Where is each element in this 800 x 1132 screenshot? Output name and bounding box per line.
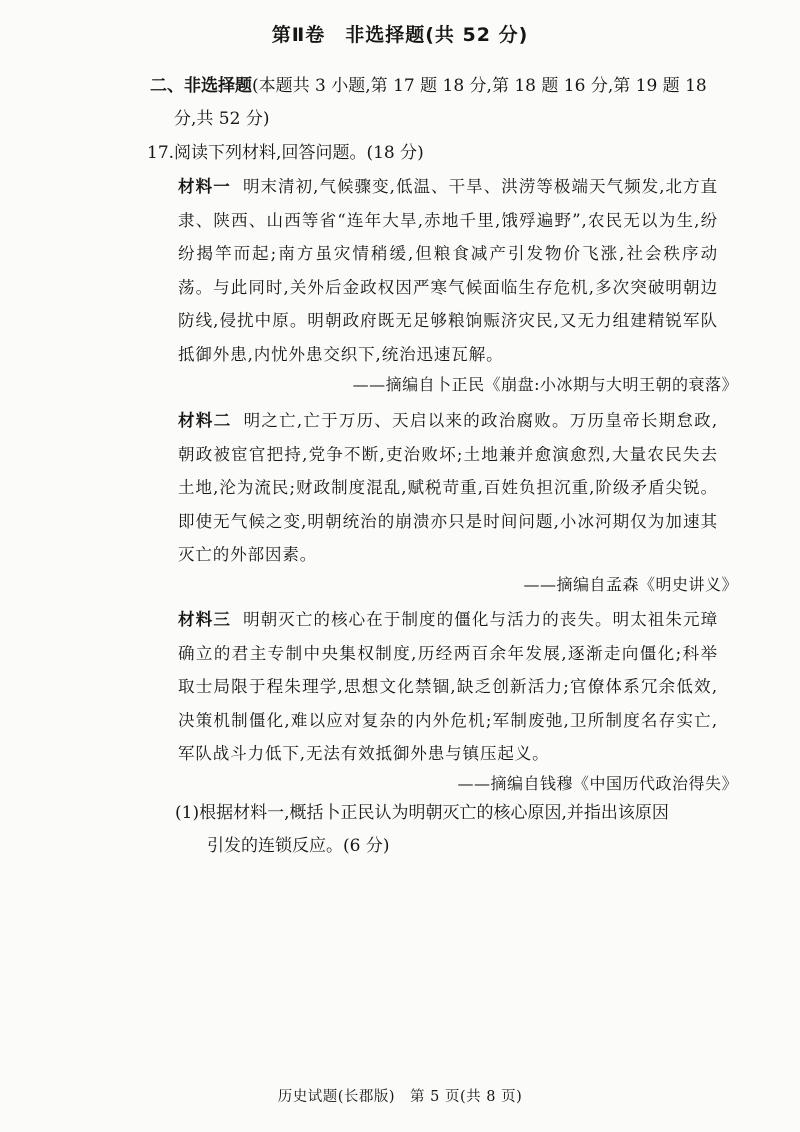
material-3-text: 明朝灭亡的核心在于制度的僵化与活力的丧失。明太祖朱元璋确立的君主专制中央集权制度,历经两百余年发展,逐渐走向僵化;科举取士局限于程朱理学,思想文化禁锢,缺乏创新活力;官僚体系冗余低效,决策机制僵化,难以应对复杂的内外危机;军制废弛,卫所制度名存实亡,军队战斗力低下,无法有效抵御外患与镇压起义。 xyxy=(178,610,718,763)
part-heading-note-line1: (本题共 3 小题,第 17 题 18 分,第 18 题 16 分,第 19 题 18 xyxy=(252,76,707,96)
question-17-stem: 17.阅读下列材料,回答问题。(18 分) xyxy=(147,143,424,163)
material-1 xyxy=(178,170,718,371)
material-1-text: 明末清初,气候骤变,低温、干旱、洪涝等极端天气频发,北方直隶、陕西、山西等省“连年大旱,赤地千里,饿殍遍野”,农民无以为生,纷纷揭竿而起;南方虽灾情稍缓,但粮食减产引发物价飞涨,社会秩序动荡。与此同时,关外后金政权因严寒气候面临生存危机,多次突破明朝边防线,侵扰中原。明朝政府既无足够粮饷赈济灾民,又无力组建精锐军队抵御外患,内忧外患交织下,统治迅速瓦解。 xyxy=(178,177,718,364)
material-1-label: 材料一 xyxy=(178,177,231,196)
sub-question-1 xyxy=(175,797,720,863)
part-heading-label: 二、非选择题 xyxy=(150,76,252,96)
material-1-source: ——摘编自卜正民《崩盘:小冰期与大明王朝的衰落》 xyxy=(352,375,738,394)
part-heading xyxy=(150,70,725,136)
material-2-source: ——摘编自孟森《明史讲义》 xyxy=(523,575,738,594)
material-2-label: 材料二 xyxy=(178,411,232,430)
page-footer: 历史试题(长郡版) 第 5 页(共 8 页) xyxy=(277,1089,523,1105)
material-3 xyxy=(178,603,718,771)
section-title: 第Ⅱ卷 非选择题(共 52 分) xyxy=(271,24,529,46)
part-heading-note-line2: 分,共 52 分) xyxy=(174,109,270,129)
material-3-label: 材料三 xyxy=(178,610,232,629)
material-2-text: 明之亡,亡于万历、天启以来的政治腐败。万历皇帝长期怠政,朝政被宦官把持,党争不断,吏治败坏;土地兼并愈演愈烈,大量农民失去土地,沦为流民;财政制度混乱,赋税苛重,百姓负担沉重,阶级矛盾尖锐。即使无气候之变,明朝统治的崩溃亦只是时间问题,小冰河期仅为加速其灭亡的外部因素。 xyxy=(178,411,719,564)
material-3-source: ——摘编自钱穆《中国历代政治得失》 xyxy=(457,774,738,793)
sub-question-1-line1: (1)根据材料一,概括卜正民认为明朝灭亡的核心原因,并指出该原因 xyxy=(175,803,669,823)
sub-question-1-line2: 引发的连锁反应。(6 分) xyxy=(207,836,390,856)
material-2 xyxy=(178,404,718,572)
